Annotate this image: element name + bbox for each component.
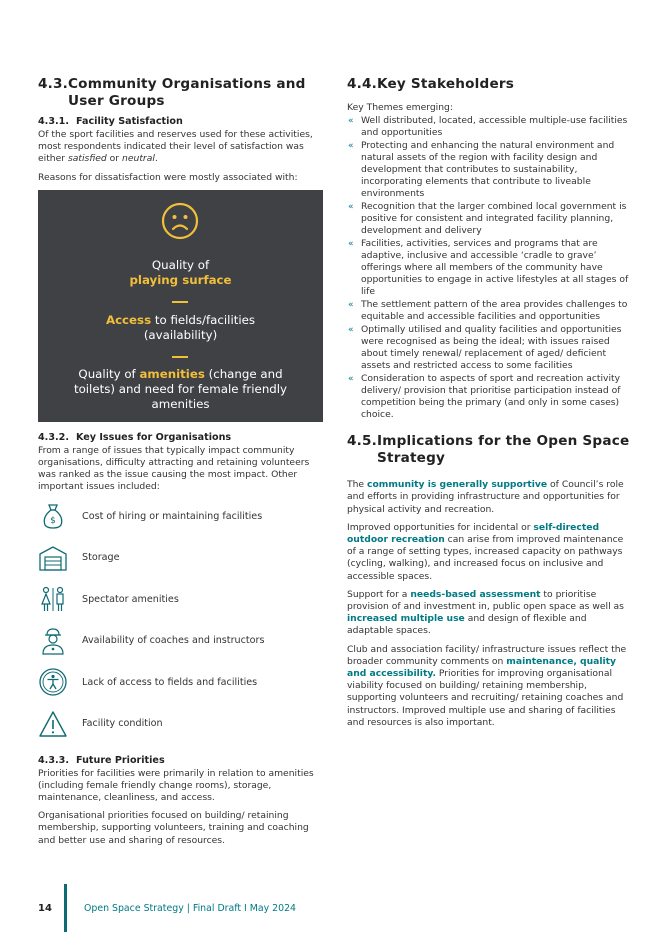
issue-item — [38, 537, 323, 579]
theme-item: « Consideration to aspects of sport and recreation activity delivery/ provision that prioritise participation instead of competition being the primary (and only in some cases) choice. — [348, 373, 621, 421]
issue-label: Lack of access to fields and facilities — [82, 676, 258, 688]
reason-amenities: Quality of amenities (change and toilets) and need for female friendly amenities — [73, 366, 288, 411]
coach-icon — [38, 626, 68, 656]
left-column — [38, 76, 323, 853]
issue-label: Storage — [82, 552, 120, 564]
subsection-4-3-3-heading: 4.3.3. Future Priorities — [38, 754, 165, 766]
divider-dash — [172, 356, 188, 358]
dissatisfaction-intro: Reasons for dissatisfaction were mostly associated with: — [38, 171, 298, 183]
warning-icon — [38, 709, 68, 739]
money-bag-icon — [38, 501, 68, 531]
issue-label: Facility condition — [82, 718, 163, 730]
key-themes-list — [347, 115, 635, 421]
issue-item — [38, 579, 323, 621]
issues-list — [38, 496, 323, 745]
theme-item: « Protecting and enhancing the natural environment and natural assets of the region with facility design and development that contributes to sustainability, incorporating elements that contribute to liveable environments — [348, 140, 615, 200]
storage-shed-icon — [38, 543, 68, 573]
issue-label: Availability of coaches and instructors — [82, 635, 265, 647]
footer-divider — [64, 884, 67, 932]
key-issues-paragraph: From a range of issues that typically impact community organisations, difficulty attracting and retaining volunteers was ranked as the issue causing the most impact. Other important issues included: — [38, 444, 310, 493]
section-4-3-heading: 4.3.Community Organisations and User Groups — [38, 76, 306, 109]
implication-paragraph-3: Support for a needs-based assessment to prioritise provision of and investment in, public open space as well as increased multiple use and design of flexible and adaptable spaces. — [347, 588, 624, 637]
subsection-4-3-2-heading: 4.3.2. Key Issues for Organisations — [38, 431, 232, 443]
theme-item: « Optimally utilised and quality facilities and opportunities were recognised as being the ideal; with issues raised about timely renewal/ replacement of aged/ deficient assets and restricted access to some facilities — [348, 324, 622, 372]
implication-paragraph-1: The community is generally supportive of Council’s role and efforts in providing infrastructure and opportunities for physical activity and recreation. — [347, 479, 624, 515]
page-number: 14 — [38, 903, 52, 914]
reason-access: Access to fields/facilities (availability) — [105, 312, 256, 342]
section-4-5-heading: 4.5.Implications for the Open Space Strategy — [347, 433, 630, 467]
reason-playing-surface: Quality of playing surface — [129, 257, 232, 287]
issue-item — [38, 496, 323, 538]
future-priorities-paragraph: Priorities for facilities were primarily in relation to amenities (including female friendly change rooms), storage, maintenance, cleanliness, and access. — [38, 767, 314, 804]
theme-item: « The settlement pattern of the area provides challenges to equitable and accessible facilities and opportunities — [348, 299, 628, 323]
sad-face-icon — [161, 202, 199, 240]
footer-document-title: Open Space Strategy | Final Draft I May 2024 — [84, 903, 297, 914]
satisfaction-paragraph: Of the sport facilities and reserves used for these activities, most respondents indicated their level of satisfaction was either satisfied or neutral. — [38, 129, 313, 165]
subsection-4-3-1-heading: 4.3.1. Facility Satisfaction — [38, 116, 183, 127]
accessibility-icon — [38, 667, 68, 697]
section-4-4-heading: 4.4.Key Stakeholders — [347, 76, 515, 92]
theme-item: « Well distributed, located, accessible multiple-use facilities and opportunities — [348, 115, 628, 139]
theme-item: « Recognition that the larger combined local government is positive for consistent and integrated facility planning, development and delivery — [348, 201, 627, 237]
implication-paragraph-4: Club and association facility/ infrastructure issues reflect the broader community comments on maintenance, quality and accessibility. Priorities for improving organisational viability focused on building/ retaining membership, supporting volunteers and recruiting/ retaining coaches and instructors. Improved multiple use and sharing of facilities and resources is also important. — [347, 643, 627, 728]
svg-text:$: $ — [50, 516, 56, 527]
right-column — [347, 76, 635, 735]
theme-item: « Facilities, activities, services and programs that are adaptive, inclusive and accessible ‘cradle to grave’ offerings where all members of the community have opportunities to engage in active lifestyles at all stages of life — [348, 238, 629, 298]
dissatisfaction-reasons-box — [38, 190, 323, 422]
issue-item — [38, 662, 323, 704]
issue-label: Spectator amenities — [82, 593, 179, 605]
key-themes-intro: Key Themes emerging: — [347, 102, 453, 113]
issue-item — [38, 620, 323, 662]
issue-item — [38, 703, 323, 745]
implication-paragraph-2: Improved opportunities for incidental or self-directed outdoor recreation can arise from improved maintenance of a range of setting types, increased capacity on pathways (cycling, walking), and increased focus on inclusive and accessible spaces. — [347, 521, 624, 582]
toilet-amenities-icon — [38, 584, 68, 614]
issue-label: Cost of hiring or maintaining facilities — [82, 510, 263, 522]
divider-dash — [172, 301, 188, 303]
organisational-priorities-paragraph: Organisational priorities focused on building/ retaining membership, supporting volunteers, training and coaching and better use and sharing of resources. — [38, 810, 309, 846]
